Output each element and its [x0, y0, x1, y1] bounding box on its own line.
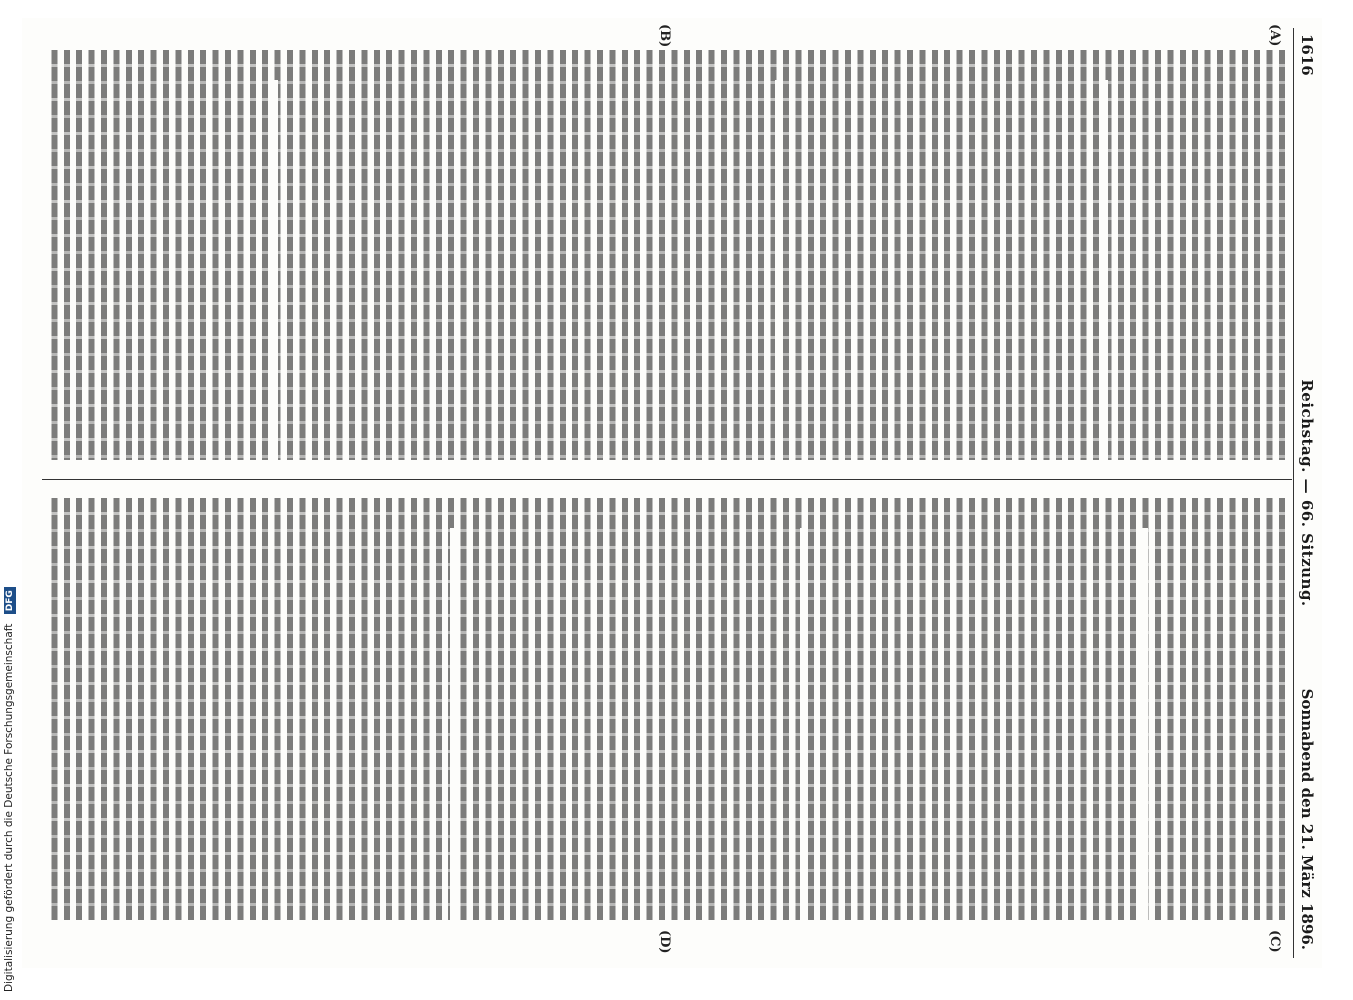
margin-mark-a: (A): [1267, 24, 1282, 47]
rotated-scanned-page: [22, 18, 1322, 968]
text-column-left: [48, 50, 1288, 460]
dfg-logo: DFG: [4, 587, 16, 614]
margin-mark-d: (D): [657, 930, 672, 954]
page-number: 1616: [1298, 34, 1316, 76]
text-column-right: [48, 498, 1288, 920]
fraktur-text-lines: [48, 498, 1288, 920]
margin-mark-c: (C): [1267, 930, 1282, 953]
column-divider: [42, 479, 1292, 480]
session-date: Sonnabend den 21. März 1896.: [1298, 688, 1316, 950]
running-header: [1293, 28, 1316, 958]
footer-text: Digitalisierung gefördert durch die Deutsche Forschungsgemeinschaft: [3, 623, 15, 992]
digitization-footer: [0, 0, 18, 1000]
running-title: Reichstag. — 66. Sitzung.: [1298, 379, 1316, 607]
margin-mark-b: (B): [657, 24, 672, 48]
